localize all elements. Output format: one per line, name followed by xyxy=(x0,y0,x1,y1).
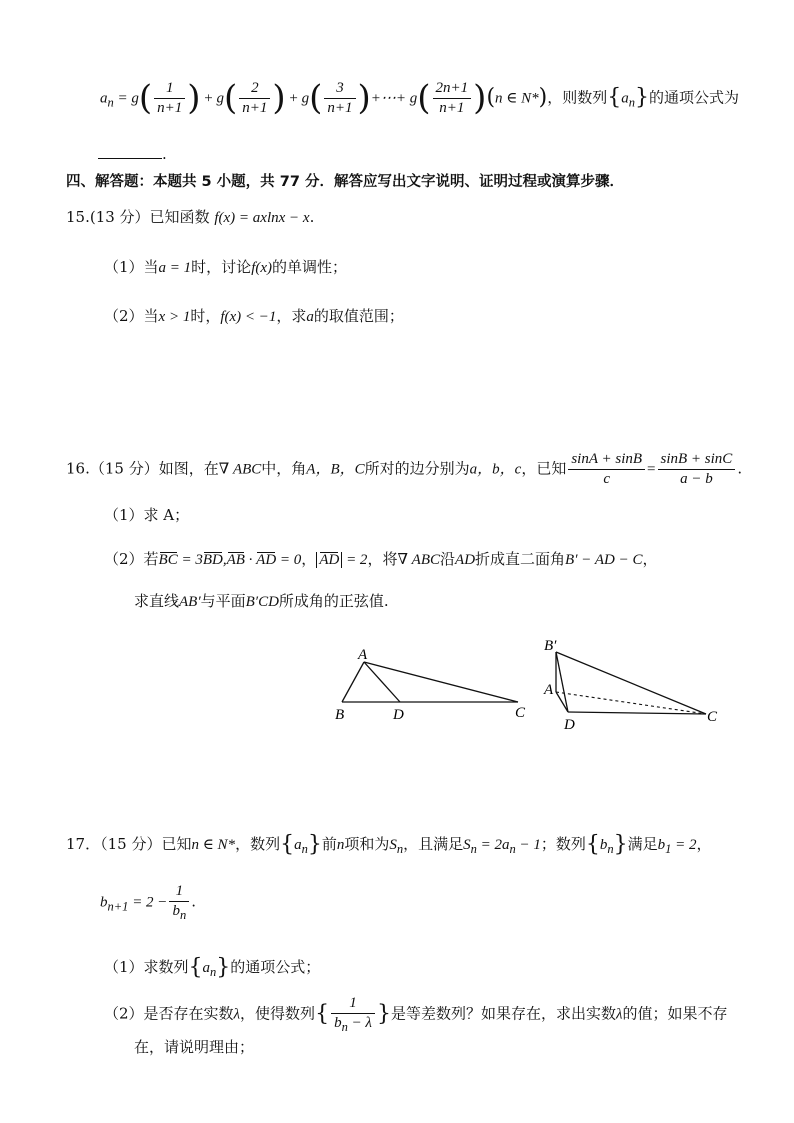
q16-part1: （1）求 A； xyxy=(104,506,190,524)
fraction-2: $\frac{2}{n+1}$ xyxy=(239,79,270,118)
q14-answer-blank: . xyxy=(98,144,167,163)
answer-blank xyxy=(98,144,162,159)
an-symbol: a xyxy=(100,90,108,107)
domain-n: n ∈ N* xyxy=(495,90,539,107)
fraction-3: $\frac{3}{n+1}$ xyxy=(324,79,355,118)
q17-stem: 17．（15 分）已知n ∈ N*，数列$\{a_n\}$前n项和为$S_n$，且满足$S_n = 2a_n - 1$；数列$\{b_n\}$满足$b_1 = 2$， xyxy=(66,832,712,857)
section-heading: 四、解答题：本题共 5 小题，共 77 分．解答应写出文字说明、证明过程或演算步骤． xyxy=(66,174,624,190)
figure-triangle-abc xyxy=(330,640,540,725)
q17-part2-line2: 在，请说明理由； xyxy=(134,1038,255,1056)
fig1-label-d: D xyxy=(393,707,404,723)
q17-part1: （1）求数列$\{a_n\}$的通项公式； xyxy=(104,955,321,980)
recurrence-fraction: $\frac{1}{b_n}$ xyxy=(169,882,189,923)
q16-part2: （2）若BC = 3BD,AB · AD = 0， AD = 2，将∇ ABC沿AD折成直二面角B′ − AD − C， xyxy=(104,550,658,568)
q17-part2: （2）是否存在实数λ，使得数列{ $\frac{1}{b_n - \lambda}$ }是等差数列？如果存在，求出实数λ的值；如果不存 xyxy=(104,995,728,1034)
q17-sequence-fraction: $\frac{1}{b_n - \lambda}$ xyxy=(331,994,375,1035)
q15-part1: （1）当a = 1时，讨论f(x)的单调性； xyxy=(104,258,348,276)
q17-recurrence: $b_{n+1} = 2$ − $\frac{1}{b_n}$ . xyxy=(100,883,196,922)
q15-stem: 15.(13 分）已知函数 f(x) = axlnx − x. xyxy=(66,208,315,226)
fig2-label-b-prime: B′ xyxy=(544,638,557,654)
fig1-label-a: A xyxy=(358,647,368,663)
q16-part2-line2: 求直线AB′与平面B′CD所成角的正弦值. xyxy=(134,592,389,610)
q15-function: f(x) = axlnx − x xyxy=(214,210,310,226)
fig1-label-b: B xyxy=(335,707,345,723)
fraction-4: $\frac{2n+1}{n+1}$ xyxy=(433,79,472,118)
fig2-label-d: D xyxy=(564,717,575,733)
q14-formula-line: $a_n = g$( $\frac{1}{n+1}$ ) + g( $\frac{2}{n+1}$ ) + g( $\frac{3}{n+1}$ )+⋯+ g( $\frac{2n+1}{n+1}$ )(n ∈ N*)，则数列$\{a_n\}$的通项公式为 xyxy=(100,78,740,118)
fig2-label-c: C xyxy=(707,709,718,725)
figure-folded-tetrahedron xyxy=(540,634,730,734)
fig1-label-c: C xyxy=(515,705,526,721)
q16-lhs-fraction: $\frac{\sin A + \sin B}{c}$ xyxy=(568,450,645,489)
q15-part2: （2）当x > 1时，f(x) < −1，求a的取值范围； xyxy=(104,307,404,325)
fraction-1: $\frac{1}{n+1}$ xyxy=(154,79,185,118)
q16-rhs-fraction: $\frac{\sin B + \sin C}{a - b}$ xyxy=(658,450,736,489)
fig2-label-a: A xyxy=(544,682,554,698)
q16-stem: 16.（15 分）如图，在∇ ABC中，角A，B，C所对的边分别为a，b，c，已知 $\frac{\sin A + \sin B}{c}$ = $\frac{\sin B + \sin C}{a - b}$ . xyxy=(66,451,743,487)
